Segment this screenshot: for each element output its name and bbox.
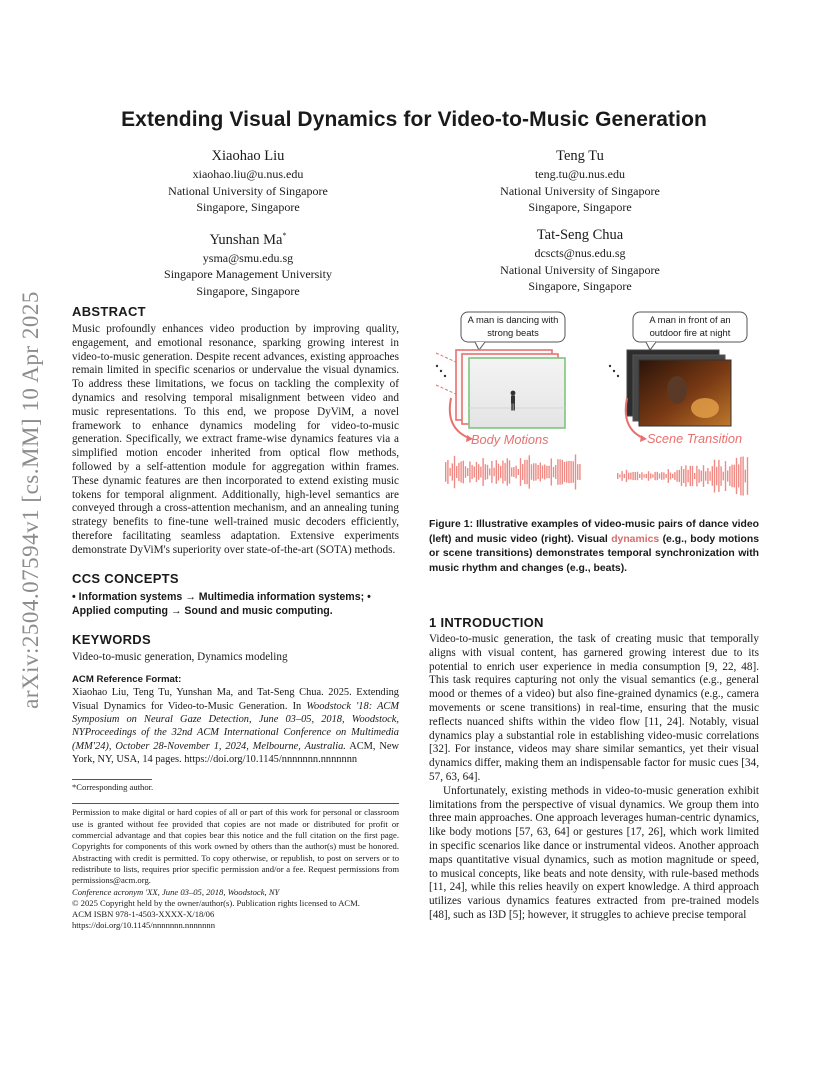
speech-bubble-tail: [475, 342, 485, 350]
waveform-bar: [476, 462, 477, 482]
waveform-bar: [734, 465, 735, 488]
waveform-bar: [643, 474, 644, 477]
author-name: Teng Tu: [556, 148, 604, 164]
waveform-bar: [683, 469, 684, 483]
waveform-bar: [705, 471, 706, 480]
waveform-bar: [663, 472, 664, 479]
waveform-bar: [723, 472, 724, 481]
waveform-bar: [703, 465, 704, 487]
waveform-bar: [465, 466, 466, 478]
waveform-bar: [542, 465, 543, 478]
footnote: *Corresponding author.: [72, 782, 154, 793]
ellipsis-dot: [436, 365, 438, 367]
waveform-bar: [573, 461, 574, 482]
waveform-bar: [562, 460, 563, 485]
waveform-bar: [504, 463, 505, 481]
waveform-bar: [570, 461, 571, 483]
waveform-bar: [526, 460, 527, 484]
author-email: dcscts@nus.edu.sg: [534, 246, 626, 260]
waveform-bar: [531, 464, 532, 479]
waveform-bar: [727, 471, 728, 482]
author-name: Xiaohao Liu: [211, 148, 285, 164]
waveform-bar: [489, 469, 490, 476]
waveform-bar: [687, 470, 688, 483]
waveform-bar: [690, 466, 691, 486]
waveform-bar: [509, 460, 510, 483]
waveform-bar: [654, 472, 655, 480]
waveform-bar: [738, 464, 739, 487]
isbn-line: ACM ISBN 978-1-4503-XXXX-X/18/06: [72, 909, 215, 920]
waveform-bar: [447, 460, 448, 484]
waveform-bar: [540, 463, 541, 482]
waveform-bar: [681, 466, 682, 486]
waveform-bar: [478, 464, 479, 479]
waveform-bar: [566, 461, 567, 483]
waveform-bar: [471, 465, 472, 479]
author-location: Singapore, Singapore: [528, 200, 632, 214]
waveform-bar: [452, 463, 453, 480]
waveform-bar: [474, 467, 475, 478]
waveform-bar: [630, 473, 631, 480]
label-body-motions: Body Motions: [471, 432, 549, 447]
waveform-bar: [500, 466, 501, 478]
permission-notice: Permission to make digital or hard copies of all or part of this work for personal or classroom use is granted without fee provided that copies are not made or distributed for profit or commercial advantage and that copies bear this notice and the full citation on the first page. Copyrights for components of this work owned by others than the author(s) must be honored. Abstracting with credit is permitted. To copy otherwise, or republish, to post on servers or to redistribute to lists, requires prior specific permission and/or a fee. Request permissions from permissions@acm.org.: [72, 807, 399, 886]
waveform-bar: [632, 472, 633, 480]
waveform-bar: [736, 458, 737, 494]
author-email: ysma@smu.edu.sg: [202, 250, 294, 265]
waveform-bar: [718, 460, 719, 492]
waveform-bar: [529, 455, 530, 488]
waveform-bar: [553, 467, 554, 477]
waveform-bar: [579, 464, 580, 480]
author-affiliation: National University of Singapore: [168, 183, 328, 198]
waveform-bar: [496, 460, 497, 484]
waveform-bar: [707, 468, 708, 484]
waveform-bar: [559, 459, 560, 484]
author-name: Tat-Seng Chua: [536, 227, 624, 243]
waveform-bar: [557, 459, 558, 485]
bubble-text-left: A man is dancing with strong beats: [467, 314, 559, 338]
waveform-bar: [650, 473, 651, 478]
waveform-bar: [659, 474, 660, 479]
label-scene-transition: Scene Transition: [647, 431, 743, 446]
acm-ref-heading: ACM Reference Format:: [72, 674, 182, 686]
waveform-bar: [698, 469, 699, 483]
waveform-bar: [670, 473, 671, 480]
footnote-rule: [72, 779, 152, 780]
waveform-bar: [714, 460, 715, 493]
waveform-bar: [740, 457, 741, 496]
waveform-bar: [568, 461, 569, 483]
waveform-bar: [522, 464, 523, 480]
waveform-bar: [548, 466, 549, 479]
waveform-bar: [720, 466, 721, 486]
waveform-bar: [511, 468, 512, 477]
waveform-bar: [482, 458, 483, 486]
waveform-bar: [533, 463, 534, 481]
waveform-bar: [469, 461, 470, 482]
waveform-bar: [648, 471, 649, 481]
author-block-2: [480, 147, 680, 216]
waveform-bar: [463, 461, 464, 484]
waveform-bar: [731, 465, 732, 488]
waveform-bar: [661, 472, 662, 480]
waveform-bar: [458, 463, 459, 481]
waveform-bar: [646, 474, 647, 478]
arxiv-stamp: [16, 270, 46, 730]
keywords-heading: KEYWORDS: [72, 631, 151, 647]
author-affiliation: Singapore Management University: [164, 267, 332, 282]
author-email: teng.tu@u.nus.edu: [534, 167, 626, 181]
waveform-bar: [679, 470, 680, 482]
introduction-section: [429, 615, 759, 923]
author-location: Singapore, Singapore: [528, 279, 632, 293]
doi-line: https://doi.org/10.1145/nnnnnnn.nnnnnnn: [72, 920, 215, 931]
waveform-bar: [524, 460, 525, 484]
copyright-line: © 2025 Copyright held by the owner/author(s). Publication rights licensed to ACM.: [72, 897, 360, 908]
waveform-bar: [628, 473, 629, 480]
waveform-bar: [507, 458, 508, 485]
waveform-bar: [575, 454, 576, 489]
waveform-bar: [712, 466, 713, 486]
waveform-bar: [694, 473, 695, 479]
waveform-bar: [668, 469, 669, 483]
waveform-bar: [445, 462, 446, 482]
waveform-bar: [449, 468, 450, 476]
waveform-bar: [498, 464, 499, 481]
left-column: [72, 304, 399, 932]
waveform-bar: [745, 470, 746, 483]
ellipsis-dot: [440, 370, 442, 372]
permission-rule: [72, 803, 399, 804]
music-waveform: [617, 457, 748, 496]
waveform-bar: [493, 468, 494, 477]
waveform-bar: [716, 467, 717, 486]
intro-heading: 1 INTRODUCTION: [429, 615, 544, 630]
waveform-bar: [639, 474, 640, 478]
waveform-bar: [518, 469, 519, 475]
ellipsis-dot: [609, 365, 611, 367]
waveform-bar: [652, 474, 653, 477]
abstract-heading: ABSTRACT: [72, 304, 146, 319]
video-frame-front: [469, 358, 565, 428]
waveform-bar: [635, 472, 636, 480]
waveform-bar: [657, 472, 658, 480]
author-email: xiaohao.liu@u.nus.edu: [192, 167, 304, 181]
waveform-bar: [674, 472, 675, 480]
ccs-text: • Information systems → Multimedia information systems; • Applied computing → Sound and music computing.: [72, 590, 371, 617]
waveform-bar: [685, 465, 686, 486]
waveform-bar: [676, 470, 677, 482]
waveform-bar: [491, 461, 492, 483]
abstract-text: Music profoundly enhances video production by improving quality, engagement, and emotional resonance, sparking growing interest in video-to-music generation. Despite recent advances, existing approaches remain limited in specific scenarios or undervalue the visual dynamics. To address these limitations, we focus on tackling the complexity of dynamics and resolving temporal misalignment between video and music representations. To this end, we propose DyViM, a novel framework to enhance dynamics modeling for video-to-music generation. Specifically, we extract frame-wise dynamics features via a simplified motion encoder inherited from optical flow methods, followed by a self-attention module for aggregation within frames. These dynamic features are then incorporated to extend existing music tokens for temporal alignment. Additionally, high-level semantics are conveyed through a cross-attention mechanism, and an annealing tuning strategy benefits to fine-tune well-trained music decoders efficiently, therefore facilitating seamless adaptation. Extensive experiments demonstrate DyViM's superiority over state-of-the-art (SOTA) methods.: [72, 323, 399, 556]
waveform-bar: [626, 470, 627, 482]
figure-caption: Figure 1: Illustrative examples of video-music pairs of dance video (left) and music video (right). Visual dynamics (e.g., body motions or scene transitions) demonstrates temporal synchronization with music rhythm and changes (e.g., beats).: [429, 519, 759, 574]
waveform-bar: [692, 466, 693, 486]
waveform-bar: [467, 468, 468, 476]
ellipsis-dot: [617, 375, 619, 377]
arrow-head: [640, 435, 647, 442]
author-location: Singapore, Singapore: [196, 200, 300, 214]
waveform-bar: [624, 474, 625, 478]
ellipsis-dot: [444, 375, 446, 377]
waveform-bar: [551, 458, 552, 485]
ellipsis-dot: [613, 370, 615, 372]
person-silhouette: [667, 376, 687, 404]
waveform-bar: [480, 467, 481, 478]
author-name: Yunshan Ma*: [209, 231, 287, 248]
author-block-3: [138, 226, 358, 299]
waveform-bar: [725, 461, 726, 491]
waveform-bar: [454, 456, 455, 488]
bubble-text-right: A man in front of an outdoor fire at night: [649, 314, 731, 338]
fire-glow: [691, 398, 719, 418]
waveform-bar: [515, 466, 516, 479]
author-affiliation: National University of Singapore: [500, 183, 660, 198]
waveform-bar: [487, 465, 488, 479]
author-affiliation: National University of Singapore: [500, 262, 660, 277]
waveform-bar: [555, 465, 556, 479]
keywords-text: Video-to-music generation, Dynamics modeling: [72, 650, 288, 663]
intro-paragraph-2: Unfortunately, existing methods in video-to-music generation exhibit limitations from the perspective of visual dynamics. We group them into three main approaches. One approach leverages human-centric dynamics, like body motions [57, 63, 64] or gestures [17, 26], which work limited in specific scenarios like dance or instrumental videos. Another approach maps quantitative visual dynamics, such as motion magnitude or speed, to musical concepts, like beats and note density, with rule-based methods [11, 24], while this relies heavily on expert knowledge. A third approach utilizes various dynamics features extracted from pre-trained models [48], such as I3D [5]; however, it struggles to achieve precise temporal: [429, 784, 759, 921]
music-waveform: [445, 454, 581, 489]
waveform-bar: [502, 461, 503, 484]
waveform-bar: [696, 466, 697, 487]
waveform-bar: [742, 457, 743, 496]
intro-paragraph-1: Video-to-music generation, the task of creating music that temporally aligns with visual content, has garnered growing interest due to its potential to enrich user experience in media consumption [9, 22, 48]. This task requires capturing not only the visual semantics (e.g., general mood or themes of a video) but also fine-grained dynamics (e.g., camera movements or scene transitions) in real-time, ensuring that the music reflects nuanced shifts within the video flow [11, 24]. Notably, visual dynamics play a substantial role in establishing video-music correlations [32]. For instance, videos may share similar semantics, yet their visual dynamics differ, making them an indispensable factor for music cues [34, 57, 63, 64].: [429, 633, 759, 783]
author-block-1: [148, 147, 348, 216]
waveform-bar: [747, 457, 748, 495]
author-location: Singapore, Singapore: [196, 283, 300, 298]
right-panel: [609, 312, 748, 496]
waveform-bar: [729, 466, 730, 486]
waveform-bar: [520, 458, 521, 486]
waveform-bar: [564, 462, 565, 482]
acm-ref-text: Xiaohao Liu, Teng Tu, Yunshan Ma, and Tat-Seng Chua. 2025. Extending Visual Dynamics for Video-to-Music Generation. In Woodstock '18: ACM Symposium on Neural Gaze Detection, June 03–05, 2018, Woodstock, NYProceedings of the 32nd ACM International Conference on Multimedia (MM'24), October 28-November 1, 2024, Melbourne, Australia. ACM, New York, NY, USA, 14 pages. https://doi.org/10.1145/nnnnnnn.nnnnnnn: [72, 687, 400, 765]
waveform-bar: [485, 464, 486, 480]
waveform-bar: [544, 465, 545, 480]
waveform-bar: [535, 463, 536, 480]
paper-title: Extending Visual Dynamics for Video-to-Music Generation: [121, 108, 707, 131]
waveform-bar: [641, 472, 642, 480]
waveform-bar: [456, 466, 457, 478]
waveform-bar: [537, 465, 538, 479]
speech-bubble-tail: [646, 342, 656, 350]
conference-line: Conference acronym 'XX, June 03–05, 2018, Woodstock, NY: [72, 886, 280, 897]
waveform-bar: [701, 471, 702, 482]
figure-1: [429, 306, 759, 506]
waveform-bar: [665, 474, 666, 478]
waveform-bar: [621, 471, 622, 481]
waveform-bar: [619, 475, 620, 478]
waveform-bar: [672, 474, 673, 478]
waveform-bar: [637, 472, 638, 481]
ccs-heading: CCS CONCEPTS: [72, 570, 179, 586]
waveform-bar: [577, 464, 578, 480]
author-block-4: [480, 226, 680, 295]
waveform-bar: [617, 473, 618, 479]
waveform-bar: [709, 471, 710, 481]
waveform-bar: [546, 466, 547, 478]
waveform-bar: [513, 467, 514, 477]
waveform-bar: [460, 462, 461, 483]
arxiv-id: arXiv:2504.07594v1 [cs.MM] 10 Apr 2025: [18, 291, 43, 709]
